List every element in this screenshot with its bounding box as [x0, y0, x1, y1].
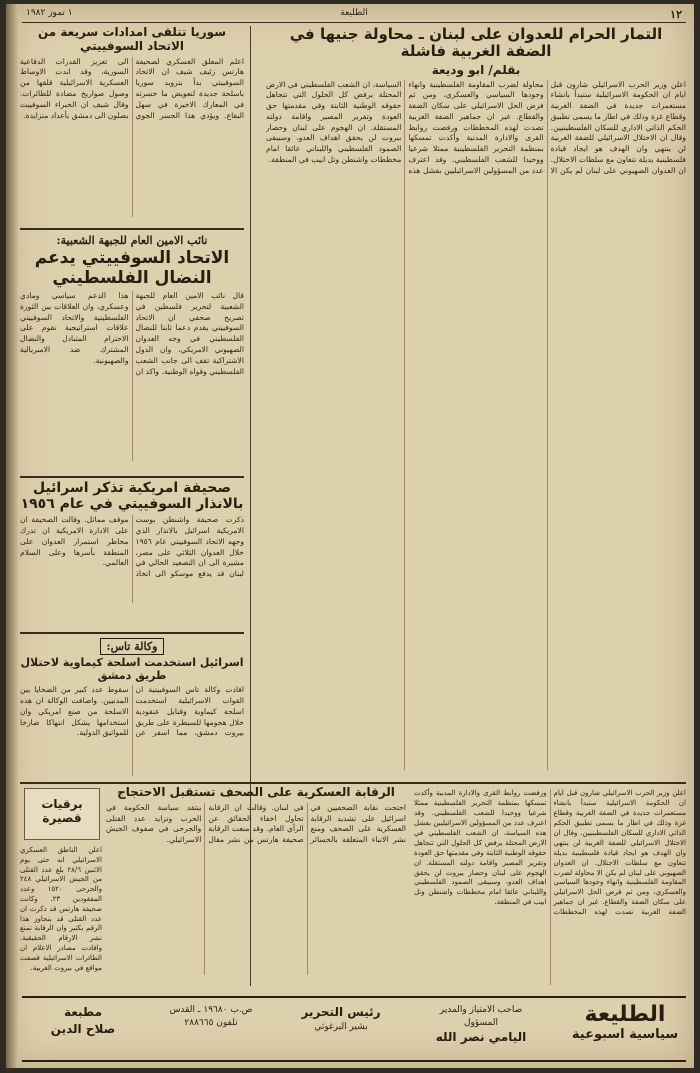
page-header — [22, 8, 686, 23]
page-binding — [6, 4, 18, 1068]
lead-byline: بقلم/ ابو وديعة — [431, 62, 521, 77]
syria-headline: سوريا تتلقى امدادات سريعة من الاتحاد السوفييتي — [37, 26, 226, 53]
warning-body: ذكرت صحيفة واشنطن بوست الامريكية اسرائيل بالانذار الذي وجهه الاتحاد السوفييتي عام ١٩٥٦ خلال العدوان الثلاثي على مصر، مشيرة الى ان التصعيد الحالي في لبنان قد يدفع موسكو الى اتخاذ موقف مماثل. وقالت الصحيفة ان على الادارة الامريكية ان تدرك مخاطر استمرار العدوان على المنطقة بأسرها وعلى السلام العالمي. — [20, 515, 244, 579]
section-divider — [20, 476, 244, 478]
section-divider — [20, 782, 686, 784]
syria-body: اعلم المعلق العسكري لصحيفة هارتس زئيف شيف ان الاتحاد السوفييتي بدأ بتزويد سوريا باسلحة جديدة لتعويض ما خسرته في المعارك الاخيرة في سهل البقاع. ويؤدي هذا الجسر الجوي الى تعزيز القدرات الدفاعية السورية، وقد ابدت الاوساط العسكرية الاسرائيلية قلقها من وصول صواريخ مضادة للطائرات. وقال شيف ان الخبراء السوفييت يصلون الى دمشق بأعداد متزايدة. — [20, 56, 244, 120]
section-divider — [20, 228, 244, 230]
footer-contact: ص.ب ١٩٦٨٠ ـ القدس تلفون ٢٨٨٦٦٥ — [169, 1005, 253, 1028]
page-number: ١٢ — [670, 8, 682, 21]
tass-kicker: وكالة تاس: — [20, 638, 244, 655]
short-news-body-wrap — [20, 846, 102, 986]
soviet-body: قال نائب الامين العام للجبهة الشعبية لتحرير فلسطين في تصريح صحفي ان الاتحاد السوفييتي يقدم دعما ثابتا للنضال الفلسطيني في وجه العدوان الصهيوني الامريكي، وان الدول الاشتراكية تقف الى جانب الشعب الفلسطيني وقواه الوطنية. واكد ان هذا الدعم سياسي ومادي وعسكري، وان العلاقات بين الثورة الفلسطينية والاتحاد السوفييتي علاقات استراتيجية تقوم على الاحترام المتبادل والنضال المشترك ضد الامبريالية والصهيونية. — [20, 291, 244, 376]
short-news-stamp: برقيات قصيرة — [24, 788, 100, 840]
tass-body: افادت وكالة تاس السوفييتية ان القوات الاسرائيلية استخدمت اسلحة كيماوية وقنابل عنقودية خلال هجومها للسيطرة على طريق بيروت دمشق، مما اسفر عن سقوط عدد كبير من الضحايا بين المدنيين. واضافت الوكالة ان هذه الاسلحة من صنع امريكي وان استخدامها يشكل انتهاكا صارخا للمواثيق الدولية. — [20, 685, 244, 738]
censorship-headline: الرقابة العسكرية على الصحف تستقبل الاحتجاج — [117, 786, 395, 799]
soviet-headline: الاتحاد السوفييتي يدعم النضال الفلسطيني — [34, 248, 230, 288]
short-news-body: اعلن الناطق العسكري الاسرائيلي انه حتى يوم الاثنين ٢٨/٦ بلغ عدد القتلى من الجيش الاسرائيلي ٢٤٨ والجرحى ١٥٢٠ وعدد المفقودين ٢٣. وكانت صحيفة هارتس قد ذكرت ان عدد القتلى قد يتجاوز هذا الرقم بكثير وان الرقابة تمنع نشر الارقام الحقيقية. وافادت مصادر الاعلام ان الطائرات الاسرائيلية قصفت مواقع في بيروت الغربية. — [20, 846, 102, 972]
issue-date: ١ تموز ١٩٨٢ — [26, 8, 73, 18]
lead-article — [266, 26, 686, 778]
soviet-kicker: نائب الامين العام للجبهة الشعبية: — [56, 234, 208, 247]
publication-name: الطليعة — [340, 8, 368, 18]
footer-printer: مطبعة صلاح الدين — [50, 1005, 116, 1036]
footer-logo: الطليعة سياسية اسبوعية — [571, 1002, 679, 1042]
lead-body: اعلن وزير الحرب الاسرائيلي شارون قبل ايام ان الحكومة الاسرائيلية ستبدأ بانشاء مستعمرات جديدة في الضفة الغربية وقطاع غزة وذلك في اطار ما يسمى تطبيق الحكم الذاتي الاداري للسكان الفلسطينيين. وقال ان الاحتلال الاسرائيلي للضفة الغربية لن ينتهي وان الهدف هو ايجاد قيادة فلسطينية بديلة تتعاون مع سلطات الاحتلال. ان العدوان الصهيوني على لبنان لم يكن الا محاولة لضرب المقاومة الفلسطينية وانهاء وجودها السياسي والعسكري، ومن ثم فرض الحل الاسرائيلي على سكان الضفة والقطاع. غير ان جماهير الضفة الغربية تصدت لهذه المخططات ورفضت روابط القرى والادارة المدنية وأكدت تمسكها بمنظمة التحرير الفلسطينية ممثلا شرعيا ووحيدا للشعب الفلسطيني. وقد اعترف عدد من المسؤولين الاسرائيليين بفشل هذه السياسة، ان الشعب الفلسطيني في الارض المحتلة يرفض كل الحلول التي تتجاهل حقوقه الوطنية الثابتة وفي مقدمتها حق العودة وتقرير المصير واقامة دولته المستقلة. ان الهجوم على لبنان وحصار بيروت لن يحقق اهداف العدو، وسيبقى الصمود الفلسطيني واللبناني عائقا امام مخططات واشنطن وتل ابيب في المنطقة. — [266, 79, 686, 175]
lead-continuation-body: اعلن وزير الحرب الاسرائيلي شارون قبل ايام ان الحكومة الاسرائيلية ستبدأ بانشاء مستعمرات جديدة في الضفة الغربية وقطاع غزة وذلك في اطار ما يسمى تطبيق الحكم الذاتي الاداري للسكان الفلسطينيين. وقال ان الاحتلال الاسرائيلي للضفة الغربية لن ينتهي وان الهدف هو ايجاد قيادة فلسطينية بديلة تتعاون مع سلطات الاحتلال. ان العدوان الصهيوني على لبنان لم يكن الا محاولة لضرب المقاومة الفلسطينية وانهاء وجودها السياسي والعسكري، ومن ثم فرض الحل الاسرائيلي على سكان الضفة والقطاع. غير ان جماهير الضفة الغربية تصدت لهذه المخططات ورفضت روابط القرى والادارة المدنية وأكدت تمسكها بمنظمة التحرير الفلسطينية ممثلا شرعيا ووحيدا للشعب الفلسطيني. وقد اعترف عدد من المسؤولين الاسرائيليين بفشل هذه السياسة، ان الشعب الفلسطيني في الارض المحتلة يرفض كل الحلول التي تتجاهل حقوقه الوطنية الثابتة وفي مقدمتها حق العودة وتقرير المصير واقامة دولته المستقلة. ان الهجوم على لبنان وحصار بيروت لن يحقق اهداف العدو، وسيبقى الصمود الفلسطيني واللبناني عائقا امام مخططات واشنطن وتل ابيب في المنطقة. — [414, 789, 686, 917]
masthead-footer — [22, 996, 686, 1062]
section-divider — [20, 632, 244, 634]
censorship-body: احتجت نقابة الصحفيين في اسرائيل على تشديد الرقابة العسكرية على الصحف ومنع نشر الانباء المتعلقة بالخسائر في لبنان. وقالت ان الرقابة تحاول اخفاء الحقائق عن الرأي العام. وقد منعت الرقابة صحيفة هارتس من نشر مقال ينتقد سياسة الحكومة في الحرب وتزايد عدد القتلى والجرحى في صفوف الجيش الاسرائيلي. — [106, 802, 406, 845]
soviet-support-article — [20, 232, 244, 472]
tass-headline: اسرائيل استخدمت اسلحة كيماوية لاحتلال طريق دمشق — [20, 656, 244, 682]
newspaper-page — [6, 4, 694, 1068]
lead-headline: التمار الحرام للعدوان على لبنان ـ محاولة جنيها في الضفة الغربية فاشلة — [289, 26, 663, 61]
footer-editor: رئيس التحرير بشير البرغوثي — [301, 1005, 381, 1032]
syria-article — [20, 26, 244, 224]
censorship-article — [106, 786, 406, 986]
lead-continuation — [414, 786, 686, 986]
warning-1956-article — [20, 480, 244, 628]
tass-article — [20, 636, 244, 776]
footer-owner: صاحب الامتياز والمدير المسؤول اليامي نصر الله — [435, 1005, 527, 1045]
warning-headline: صحيفة امريكية تذكر اسرائيل بالانذار السوفييتي في عام ١٩٥٦ — [20, 480, 244, 513]
